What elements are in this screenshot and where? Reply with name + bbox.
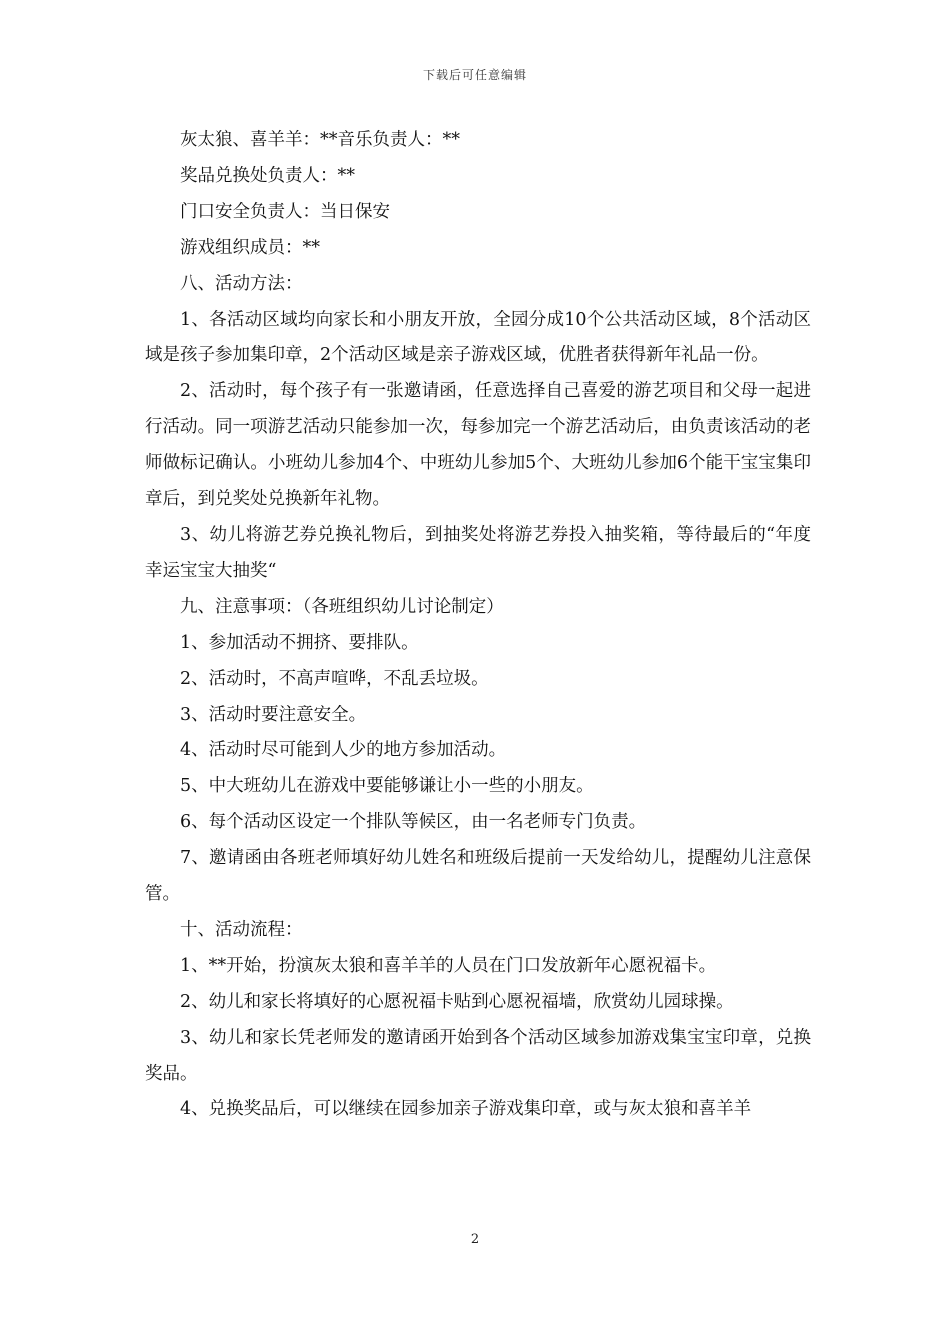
- paragraph-note-1: 1、参加活动不拥挤、要排队。: [180, 632, 419, 653]
- page-number: 2: [470, 1232, 480, 1247]
- paragraph-method-1: 1、各活动区域均向家长和小朋友开放，全园分成10个公共活动区域，8个活动区域是孩子参加集印章，2个活动区域是亲子游戏区域，优胜者获得新年礼品一份。: [145, 309, 811, 366]
- paragraph-note-4: 4、活动时尽可能到人少的地方参加活动。: [180, 740, 507, 761]
- paragraph-process-2: 2、幼儿和家长将填好的心愿祝福卡贴到心愿祝福墙，欣赏幼儿园球操。: [180, 991, 734, 1012]
- paragraph-note-3: 3、活动时要注意安全。: [180, 704, 367, 725]
- paragraph-staff-security: 门口安全负责人：当日保安: [180, 201, 390, 222]
- section-heading-process: 十、活动流程：: [180, 919, 303, 940]
- paragraph-staff-game: 游戏组织成员：**: [180, 237, 320, 258]
- paragraph-staff-prize: 奖品兑换处负责人：**: [180, 165, 355, 186]
- paragraph-note-2: 2、活动时，不高声喧哗，不乱丢垃圾。: [180, 668, 489, 689]
- paragraph-method-3: 3、幼儿将游艺券兑换礼物后，到抽奖处将游艺券投入抽奖箱，等待最后的“年度幸运宝宝大抽奖“: [145, 524, 811, 581]
- page-header: 下载后可任意编辑: [422, 68, 527, 82]
- section-heading-methods: 八、活动方法：: [180, 273, 303, 294]
- paragraph-note-5: 5、中大班幼儿在游戏中要能够谦让小一些的小朋友。: [180, 776, 594, 797]
- document-body: [145, 123, 811, 1128]
- paragraph-method-2: 2、活动时，每个孩子有一张邀请函，任意选择自己喜爱的游艺项目和父母一起进行活动。同一项游艺活动只能参加一次，每参加完一个游艺活动后，由负责该活动的老师做标记确认。小班幼儿参加4个、中班幼儿参加5个、大班幼儿参加6个能干宝宝集印章后，到兑奖处兑换新年礼物。: [145, 381, 811, 510]
- paragraph-staff-wolf-sheep: 灰太狼、喜羊羊：**音乐负责人：**: [180, 130, 460, 150]
- paragraph-process-4: 4、兑换奖品后，可以继续在园参加亲子游戏集印章，或与灰太狼和喜羊羊: [180, 1099, 752, 1120]
- paragraph-note-7: 7、邀请函由各班老师填好幼儿姓名和班级后提前一天发给幼儿，提醒幼儿注意保管。: [145, 848, 811, 905]
- paragraph-note-6: 6、每个活动区设定一个排队等候区，由一名老师专门负责。: [180, 812, 647, 833]
- paragraph-process-1: 1、**开始，扮演灰太狼和喜羊羊的人员在门口发放新年心愿祝福卡。: [180, 955, 717, 976]
- section-heading-notes: 九、注意事项：（各班组织幼儿讨论制定）: [180, 596, 504, 617]
- paragraph-process-3: 3、幼儿和家长凭老师发的邀请函开始到各个活动区域参加游戏集宝宝印章，兑换奖品。: [145, 1027, 811, 1084]
